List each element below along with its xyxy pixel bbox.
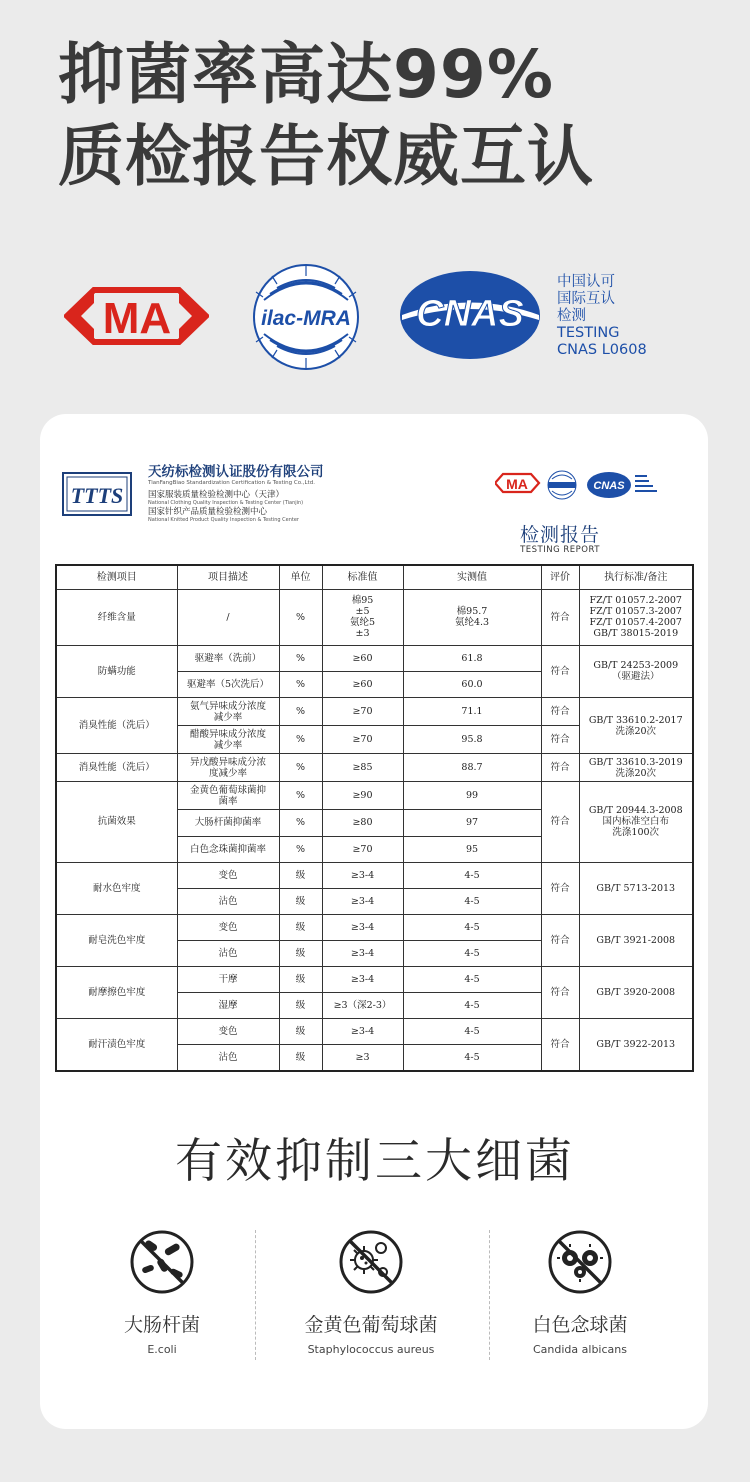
cell-std: ≥3（深2-3） [322, 993, 403, 1019]
cell-value: 88.7 [403, 754, 541, 782]
cell-eval: 符合 [541, 754, 579, 782]
ttts-logo-text: TTTS [70, 483, 124, 508]
cell-std: ≥3-4 [322, 914, 403, 940]
cell-note: FZ/T 01057.2-2007 FZ/T 01057.3-2007 FZ/T 01057.4-2007 GB/T 38015-2019 [579, 589, 693, 645]
cell-eval: 符合 [541, 726, 579, 754]
cell-std: ≥70 [322, 836, 403, 862]
cell-std: ≥70 [322, 698, 403, 726]
cnas-line-4: TESTING [557, 325, 620, 341]
cell-unit: % [279, 782, 322, 810]
center2-name: 国家针织产品质量检验检测中心 [148, 507, 268, 517]
cell-item: 耐汗渍色牢度 [56, 1019, 177, 1071]
cell-note: GB/T 20944.3-2008 国内标准空白布 洗涤100次 [579, 782, 693, 862]
cell-value: 4-5 [403, 1019, 541, 1045]
bacteria-name-cn: 白色念球菌 [532, 1314, 628, 1336]
cell-desc: 沾色 [177, 888, 279, 914]
cell-std: 棉95 ±5 氨纶5 ±3 [322, 589, 403, 645]
bacteria-name-cn: 金黄色葡萄球菌 [304, 1314, 438, 1336]
cell-value: 71.1 [403, 698, 541, 726]
cell-item: 耐摩擦色牢度 [56, 967, 177, 1019]
headline [58, 34, 594, 198]
cell-std: ≥80 [322, 810, 403, 836]
cell-eval: 符合 [541, 914, 579, 966]
cell-desc: 沾色 [177, 1045, 279, 1071]
cell-unit: % [279, 589, 322, 645]
cell-desc: 醋酸异味成分浓度 减少率 [177, 726, 279, 754]
dashed-divider [255, 1230, 256, 1360]
testing-report-table [55, 564, 694, 1072]
cell-desc: 沾色 [177, 940, 279, 966]
table-row [56, 862, 693, 888]
table-row [56, 754, 693, 782]
cell-desc: / [177, 589, 279, 645]
table-row [56, 589, 693, 645]
cell-note: GB/T 3922-2013 [579, 1019, 693, 1071]
cell-desc: 异戊酸异味成分浓 度减少率 [177, 754, 279, 782]
cell-unit: % [279, 645, 322, 671]
bacteria-name-en: E.coli [147, 1343, 177, 1356]
cell-desc: 氨气异味成分浓度 减少率 [177, 698, 279, 726]
cell-eval: 符合 [541, 782, 579, 862]
cell-item: 纤维含量 [56, 589, 177, 645]
mini-cma-logo [495, 474, 539, 492]
cell-unit: % [279, 754, 322, 782]
cell-item: 耐皂洗色牢度 [56, 914, 177, 966]
cell-std: ≥90 [322, 782, 403, 810]
cell-std: ≥70 [322, 726, 403, 754]
gear-germ-prohibited-icon [546, 1228, 614, 1296]
cell-std: ≥3-4 [322, 1019, 403, 1045]
rod-bacteria-prohibited-icon [128, 1228, 196, 1296]
headline-line-1: 抑菌率高达99% [58, 36, 554, 113]
mini-ilac-logo [548, 471, 576, 499]
cell-eval: 符合 [541, 862, 579, 914]
cnas-side-text [557, 274, 647, 359]
cnas-line-5: CNAS L0608 [557, 342, 647, 358]
headline-line-2: 质检报告权威互认 [58, 118, 594, 195]
cell-desc: 驱避率（5次洗后） [177, 671, 279, 697]
ilac-logo-text: ilac-MRA [261, 307, 351, 330]
cell-item: 抗菌效果 [56, 782, 177, 862]
cell-note: GB/T 33610.2-2017 洗涤20次 [579, 698, 693, 754]
cell-unit: % [279, 836, 322, 862]
cell-unit: 级 [279, 967, 322, 993]
cnas-logo [398, 270, 543, 360]
cell-item: 防螨功能 [56, 645, 177, 697]
cell-unit: % [279, 726, 322, 754]
bacteria-section-title: 有效抑制三大细菌 [175, 1134, 575, 1189]
bacteria-name-en: Candida albicans [533, 1343, 627, 1356]
cell-value: 99 [403, 782, 541, 810]
cell-note: GB/T 24253-2009 （驱避法） [579, 645, 693, 697]
cnas-line-2: 国际互认 [557, 291, 615, 307]
cell-value: 4-5 [403, 914, 541, 940]
cell-unit: 级 [279, 1045, 322, 1071]
cell-unit: 级 [279, 1019, 322, 1045]
ilac-mra-logo [242, 262, 370, 372]
cell-unit: 级 [279, 993, 322, 1019]
bacteria-name-en: Staphylococcus aureus [307, 1343, 435, 1356]
table-row [56, 782, 693, 810]
header-item: 检测项目 [56, 565, 177, 589]
cell-unit: 级 [279, 862, 322, 888]
ttts-logo [62, 472, 132, 516]
cell-value: 4-5 [403, 1045, 541, 1071]
center1-name: 国家服装质量检验检测中心（天津） [148, 490, 285, 500]
table-row [56, 967, 693, 993]
cell-desc: 白色念珠菌抑菌率 [177, 836, 279, 862]
cell-value: 95 [403, 836, 541, 862]
cell-std: ≥3 [322, 1045, 403, 1071]
company-header [148, 460, 324, 524]
report-title [520, 520, 600, 555]
mini-cnas-logo [587, 472, 631, 498]
cell-value: 4-5 [403, 967, 541, 993]
cell-value: 60.0 [403, 671, 541, 697]
table-row [56, 914, 693, 940]
header-unit: 单位 [279, 565, 322, 589]
table-row [56, 1019, 693, 1045]
cell-desc: 大肠杆菌抑菌率 [177, 810, 279, 836]
cell-std: ≥3-4 [322, 967, 403, 993]
cell-item: 耐水色牢度 [56, 862, 177, 914]
cell-std: ≥3-4 [322, 888, 403, 914]
cell-unit: 级 [279, 888, 322, 914]
center2-name-en: National Knitted Product Quality Inspection & Testing Center [148, 517, 299, 523]
cma-logo-text: MA [102, 294, 172, 343]
cell-std: ≥85 [322, 754, 403, 782]
header-note: 执行标准/备注 [579, 565, 693, 589]
cell-note: GB/T 3921-2008 [579, 914, 693, 966]
cell-value: 4-5 [403, 993, 541, 1019]
company-name-en: TianFangBiao Standardization Certification & Testing Co.,Ltd. [148, 480, 315, 486]
report-title-en: TESTING REPORT [520, 545, 600, 555]
cell-std: ≥60 [322, 645, 403, 671]
cell-value: 4-5 [403, 862, 541, 888]
cell-desc: 金黄色葡萄球菌抑 菌率 [177, 782, 279, 810]
cma-logo [64, 287, 209, 345]
cell-value: 61.8 [403, 645, 541, 671]
bacteria-item-candida [480, 1228, 680, 1356]
cnas-line-1: 中国认可 [557, 274, 615, 290]
cell-value: 4-5 [403, 888, 541, 914]
cnas-line-3: 检测 [557, 308, 586, 324]
header-eval: 评价 [541, 565, 579, 589]
header-std: 标准值 [322, 565, 403, 589]
cell-eval: 符合 [541, 698, 579, 726]
cell-desc: 驱避率（洗前） [177, 645, 279, 671]
center1-name-en: National Clothing Quality Inspection & Testing Center (Tianjin) [148, 500, 304, 506]
table-header-row [56, 565, 693, 589]
table-row [56, 698, 693, 726]
cell-eval: 符合 [541, 1019, 579, 1071]
mini-cma-logo-text: MA [506, 476, 528, 492]
report-mini-logos [495, 470, 667, 500]
cell-note: GB/T 5713-2013 [579, 862, 693, 914]
cell-unit: % [279, 671, 322, 697]
company-name: 天纺标检测认证股份有限公司 [148, 464, 324, 480]
cell-desc: 干摩 [177, 967, 279, 993]
virus-prohibited-icon [337, 1228, 405, 1296]
cell-unit: 级 [279, 940, 322, 966]
mini-cnas-logo-text: CNAS [593, 480, 625, 492]
cell-std: ≥3-4 [322, 862, 403, 888]
cell-note: GB/T 33610.3-2019 洗涤20次 [579, 754, 693, 782]
cell-note: GB/T 3920-2008 [579, 967, 693, 1019]
cell-value: 棉95.7 氨纶4.3 [403, 589, 541, 645]
cell-value: 97 [403, 810, 541, 836]
table-row [56, 645, 693, 671]
cnas-logo-text: CNAS [416, 293, 524, 335]
cell-unit: % [279, 698, 322, 726]
cell-eval: 符合 [541, 645, 579, 697]
cell-item: 消臭性能（洗后） [56, 754, 177, 782]
cell-std: ≥3-4 [322, 940, 403, 966]
cell-value: 95.8 [403, 726, 541, 754]
cell-desc: 变色 [177, 914, 279, 940]
cell-unit: 级 [279, 914, 322, 940]
report-title-cn: 检测报告 [520, 524, 601, 546]
cell-desc: 变色 [177, 1019, 279, 1045]
header-value: 实测值 [403, 565, 541, 589]
header-desc: 项目描述 [177, 565, 279, 589]
cell-eval: 符合 [541, 967, 579, 1019]
bacteria-item-staphylococcus [271, 1228, 471, 1356]
cell-item: 消臭性能（洗后） [56, 698, 177, 754]
cell-unit: % [279, 810, 322, 836]
cell-std: ≥60 [322, 671, 403, 697]
bacteria-item-ecoli [62, 1228, 262, 1356]
cell-value: 4-5 [403, 940, 541, 966]
cell-desc: 变色 [177, 862, 279, 888]
cell-eval: 符合 [541, 589, 579, 645]
bacteria-name-cn: 大肠杆菌 [123, 1314, 200, 1336]
cell-desc: 湿摩 [177, 993, 279, 1019]
